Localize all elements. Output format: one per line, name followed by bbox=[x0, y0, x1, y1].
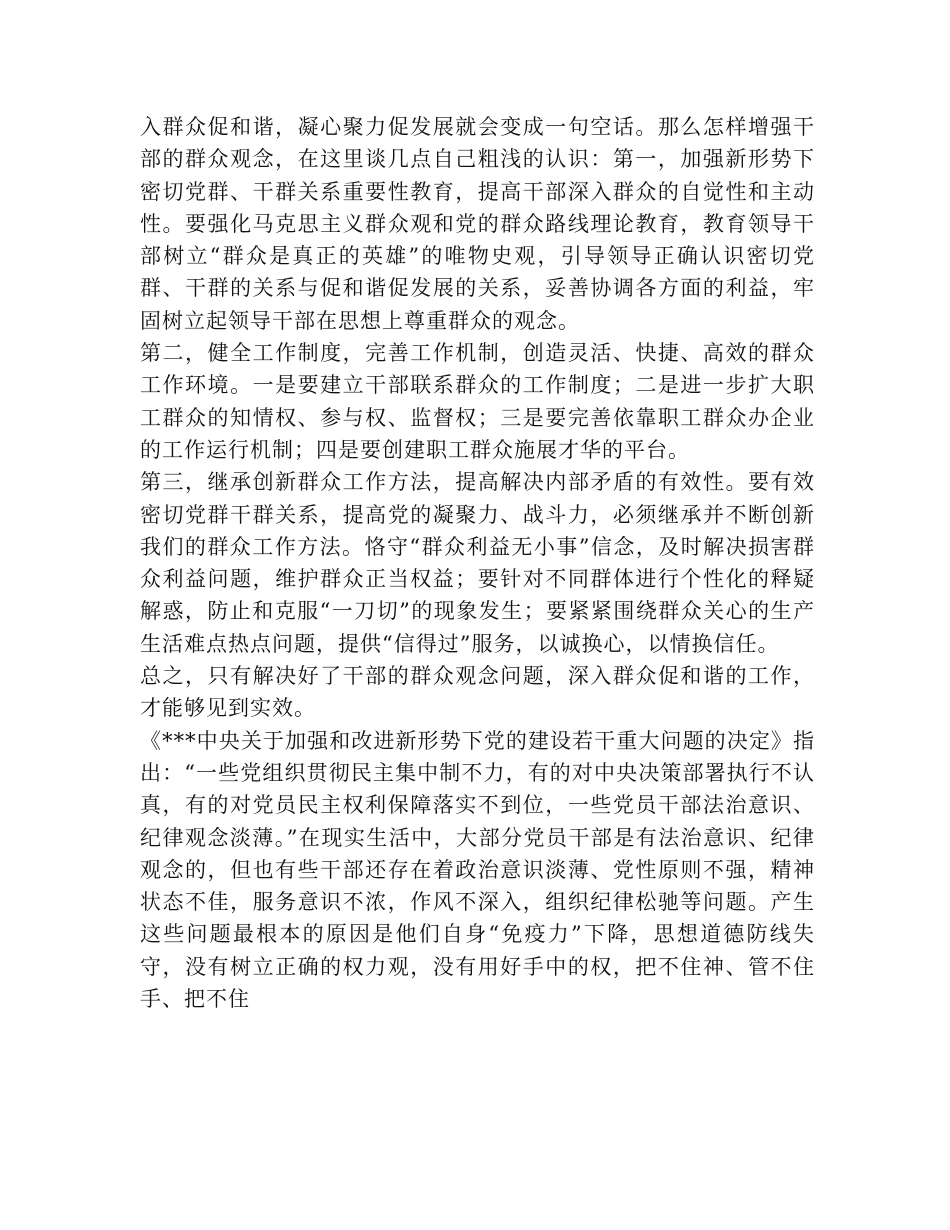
paragraph-5: 《***中央关于加强和改进新形势下党的建设若干重大问题的决定》指出：“一些党组织贯彻民主集中制不力，有的对中央决策部署执行不认真，有的对党员民主权利保障落实不到位，一些党员干部法治意识、纪律观念淡薄。”在现实生活中，大部分党员干部是有法治意识、纪律观念的，但也有些干部还存在着政治意识淡薄、党性原则不强，精神状态不佳，服务意识不浓，作风不深入，组织纪律松驰等问题。产生这些问题最根本的原因是他们自身“免疫力”下降，思想道德防线失守，没有树立正确的权力观，没有用好手中的权，把不住神、管不住手、把不住 bbox=[140, 728, 815, 1012]
paragraph-2: 第二，健全工作制度，完善工作机制，创造灵活、快捷、高效的群众工作环境。一是要建立干部联系群众的工作制度；二是进一步扩大职工群众的知情权、参与权、监督权；三是要完善依靠职工群众办企业的工作运行机制；四是要创建职工群众施展才华的平台。 bbox=[140, 341, 815, 462]
document-body bbox=[140, 111, 815, 1015]
paragraph-1: 入群众促和谐，凝心聚力促发展就会变成一句空话。那么怎样增强干部的群众观念，在这里谈几点自己粗浅的认识：第一，加强新形势下密切党群、干群关系重要性教育，提高干部深入群众的自觉性和主动性。要强化马克思主义群众观和党的群众路线理论教育，教育领导干部树立“群众是真正的英雄”的唯物史观，引导领导正确认识密切党群、干群的关系与促和谐促发展的关系，妥善协调各方面的利益，牢固树立起领导干部在思想上尊重群众的观念。 bbox=[140, 115, 815, 333]
paragraph-3: 第三，继承创新群众工作方法，提高解决内部矛盾的有效性。要有效密切党群干群关系，提高党的凝聚力、战斗力，必须继承并不断创新我们的群众工作方法。恪守“群众利益无小事”信念，及时解决损害群众利益问题，维护群众正当权益；要针对不同群体进行个性化的释疑解惑，防止和克服“一刀切”的现象发生；要紧紧围绕群众关心的生产生活难点热点问题，提供“信得过”服务，以诚换心，以情换信任。 bbox=[140, 470, 815, 656]
paragraph-4: 总之，只有解决好了干部的群众观念问题，深入群众促和谐的工作，才能够见到实效。 bbox=[140, 664, 815, 721]
